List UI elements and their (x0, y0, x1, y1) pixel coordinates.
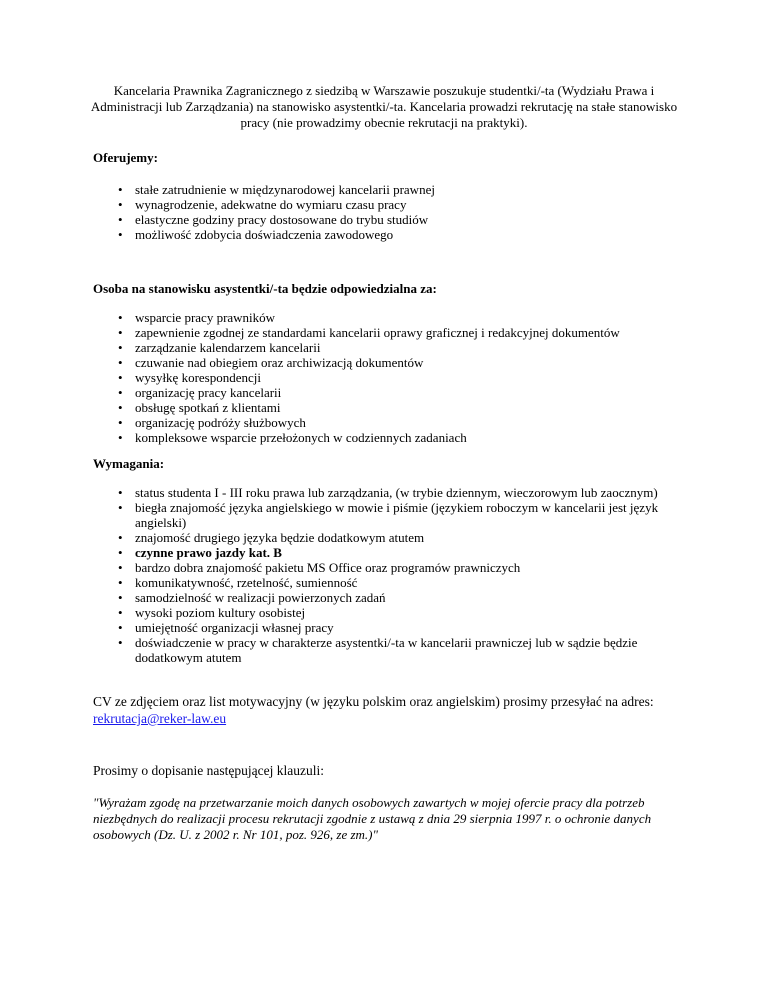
list-item: • wysoki poziom kultury osobistej (118, 605, 306, 620)
bullet-icon: • (118, 212, 123, 227)
list-item: • możliwość zdobycia doświadczenia zawodowego (118, 227, 394, 242)
bullet-icon: • (118, 370, 123, 385)
bullet-icon: • (118, 605, 123, 620)
list-item: • samodzielność w realizacji powierzonych zadań (118, 590, 386, 605)
list-item: • zarządzanie kalendarzem kancelarii (118, 340, 321, 355)
bullet-icon: • (118, 340, 123, 355)
clause-intro: Prosimy o dopisanie następującej klauzuli: (93, 763, 324, 778)
bullet-icon: • (118, 197, 123, 212)
bullet-icon: • (118, 430, 123, 445)
cv-text: CV ze zdjęciem oraz list motywacyjny (w języku polskim oraz angielskim) prosimy przesyłać na adres: (93, 694, 654, 709)
list-item: • organizację podróży służbowych (118, 415, 306, 430)
list-item: • komunikatywność, rzetelność, sumienność (118, 575, 358, 590)
bullet-icon: • (118, 415, 123, 430)
list-item: • bardzo dobra znajomość pakietu MS Office oraz programów prawniczych (118, 560, 521, 575)
list-item: • umiejętność organizacji własnej pracy (118, 620, 334, 635)
list-item: • obsługę spotkań z klientami (118, 400, 281, 415)
bullet-icon: • (118, 545, 123, 560)
list-item: • wysyłkę korespondencji (118, 370, 262, 385)
cv-paragraph (93, 693, 683, 727)
bullet-icon: • (118, 182, 123, 197)
list-item: • biegła znajomość języka angielskiego w mowie i piśmie (językiem roboczym w kancelarii jest język angielski) (118, 500, 659, 530)
list-item: • wynagrodzenie, adekwatne do wymiaru czasu pracy (118, 197, 407, 212)
list-item: • organizację pracy kancelarii (118, 385, 282, 400)
bullet-icon: • (118, 355, 123, 370)
offer-heading: Oferujemy: (93, 150, 158, 165)
list-item: • znajomość drugiego języka będzie dodatkowym atutem (118, 530, 425, 545)
list-item: • stałe zatrudnienie w międzynarodowej kancelarii prawnej (118, 182, 435, 197)
bullet-icon: • (118, 530, 123, 545)
bullet-icon: • (118, 400, 123, 415)
requirements-list (0, 485, 680, 665)
list-item: • status studenta I - III roku prawa lub zarządzania, (w trybie dziennym, wieczorowym lub zaocznym) (118, 485, 658, 500)
list-item: • wsparcie pracy prawników (118, 310, 276, 325)
duties-heading: Osoba na stanowisku asystentki/-ta będzie odpowiedzialna za: (93, 281, 437, 296)
bullet-icon: • (118, 560, 123, 575)
bullet-icon: • (118, 310, 123, 325)
bullet-icon: • (118, 385, 123, 400)
list-item: • czynne prawo jazdy kat. B (118, 545, 282, 560)
list-item: • doświadczenie w pracy w charakterze asystentki/-ta w kancelarii prawniczej lub w sądzie będzie dodatkowym atutem (118, 635, 638, 665)
bullet-icon: • (118, 620, 123, 635)
list-item: • zapewnienie zgodnej ze standardami kancelarii oprawy graficznej i redakcyjnej dokumentów (118, 325, 620, 340)
duties-list (0, 310, 680, 445)
consent-clause: "Wyrażam zgodę na przetwarzanie moich danych osobowych zawartych w mojej ofercie pracy dla potrzeb niezbędnych do realizacji procesu rekrutacji zgodnie z ustawą z dnia 29 sierpnia 1997 r. o ochronie danych osobowych (Dz. U. z 2002 r. Nr 101, poz. 926, ze zm.)" (93, 795, 652, 842)
bullet-icon: • (118, 635, 123, 650)
bullet-icon: • (118, 500, 123, 515)
list-item: • kompleksowe wsparcie przełożonych w codziennych zadaniach (118, 430, 467, 445)
email-link[interactable]: rekrutacja@reker-law.eu (93, 711, 227, 726)
requirements-heading: Wymagania: (93, 456, 165, 471)
intro-paragraph: Kancelaria Prawnika Zagranicznego z siedzibą w Warszawie poszukuje studentki/-ta (Wydziału Prawa i Administracji lub Zarządzania) na stanowisko asystentki/-ta. Kancelaria prowadzi rekrutację na stałe stanowisko pracy (nie prowadzimy obecnie rekrutacji na praktyki). (90, 83, 678, 130)
list-item: • czuwanie nad obiegiem oraz archiwizacją dokumentów (118, 355, 424, 370)
list-item: • elastyczne godziny pracy dostosowane do trybu studiów (118, 212, 429, 227)
offer-list (0, 182, 680, 242)
bullet-icon: • (118, 227, 123, 242)
bullet-icon: • (118, 590, 123, 605)
bullet-icon: • (118, 485, 123, 500)
bullet-icon: • (118, 325, 123, 340)
bullet-icon: • (118, 575, 123, 590)
